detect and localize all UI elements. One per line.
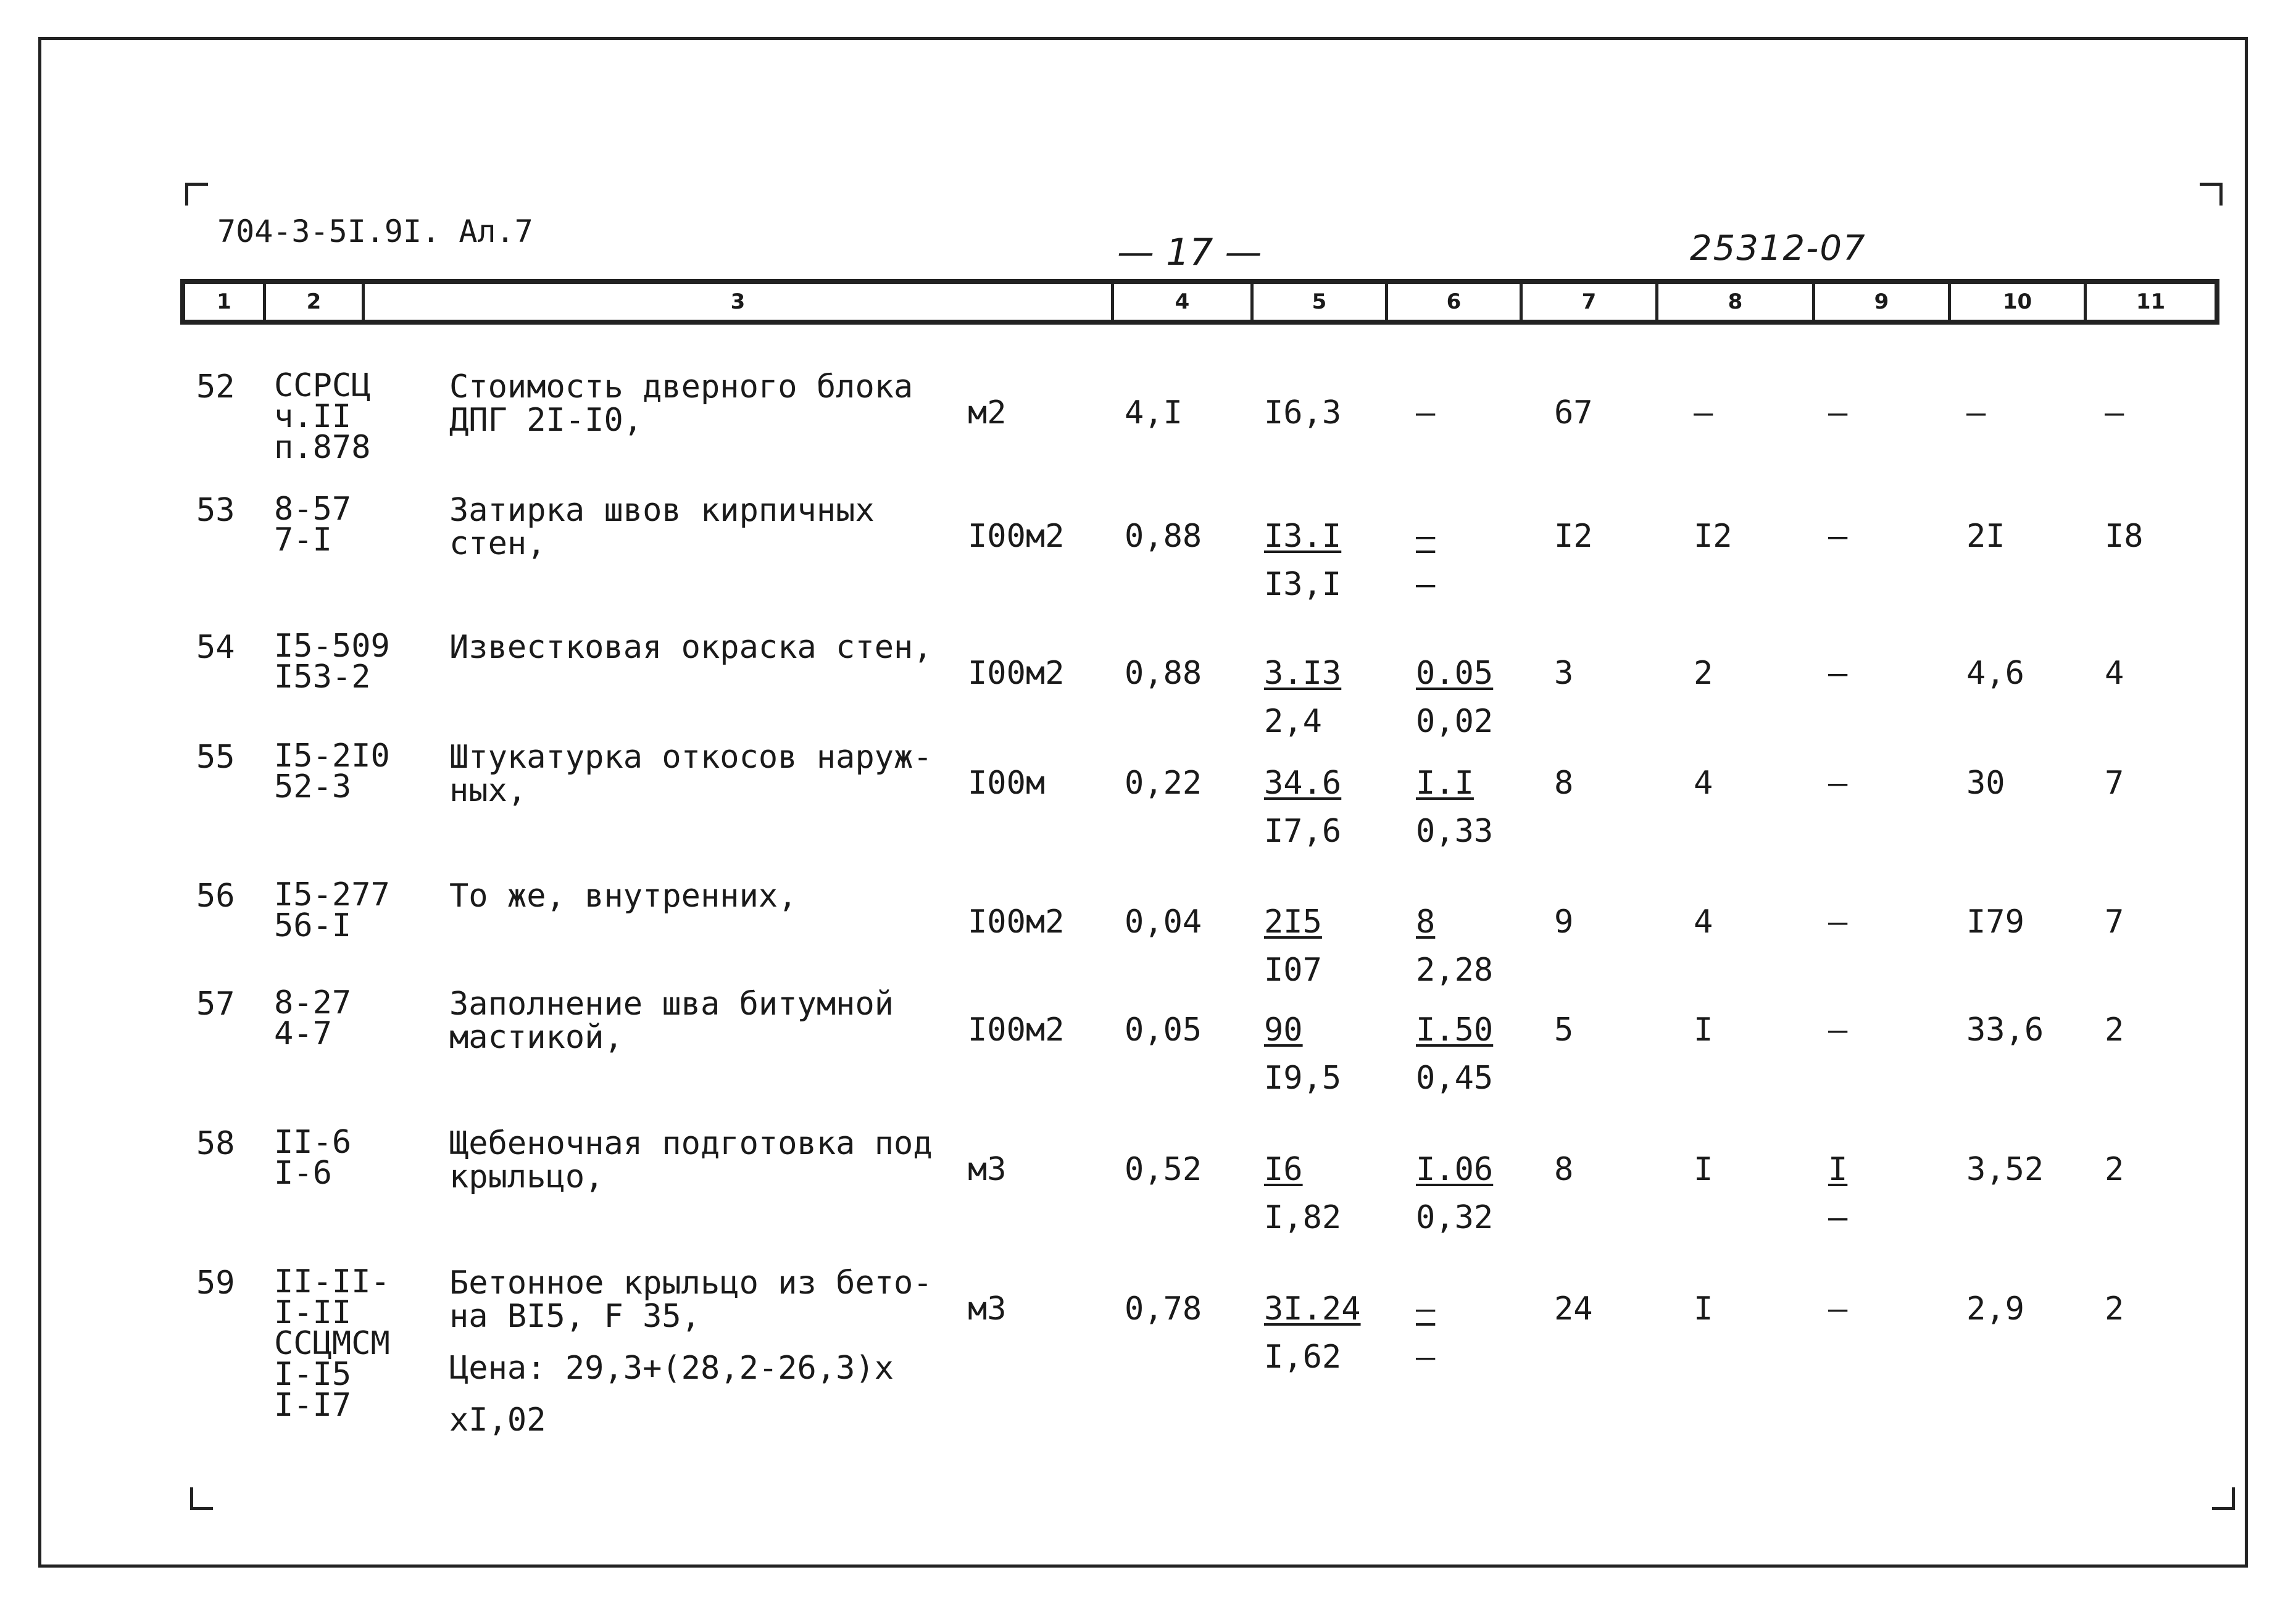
col11-value: 2: [2105, 1151, 2124, 1188]
row-number: 52: [196, 368, 235, 405]
col6-subvalue: 0,33: [1416, 813, 1494, 850]
norm-code: I-I5: [274, 1356, 352, 1393]
column-header: 4: [1111, 284, 1250, 320]
work-description: ДПГ 2I-I0,: [449, 402, 643, 439]
col6-value: –: [1416, 518, 1436, 555]
norm-code: 4-7: [274, 1015, 332, 1052]
col5-subvalue: 2,4: [1264, 703, 1322, 740]
norm-code: ССЦМСМ: [274, 1325, 390, 1362]
norm-code: 56-I: [274, 907, 352, 944]
col5-value: 3I.24: [1264, 1290, 1361, 1328]
col6-subvalue: 0,32: [1416, 1199, 1494, 1236]
work-description: Известковая окраска стен,: [449, 629, 933, 666]
row-number: 58: [196, 1125, 235, 1162]
norm-code: I5-277: [274, 876, 390, 913]
work-description: мастикой,: [449, 1019, 623, 1056]
norm-code: II-II-: [274, 1263, 390, 1300]
column-header: 8: [1655, 284, 1812, 320]
quantity: 4,I: [1125, 394, 1183, 431]
norm-code: ССРСЦ: [274, 367, 371, 404]
col5-subvalue: I3,I: [1264, 566, 1342, 603]
work-description: Щебеночная подготовка под: [449, 1125, 933, 1162]
column-header: 1: [217, 289, 231, 314]
norm-code: I5-2I0: [274, 738, 390, 775]
col11-value: 4: [2105, 655, 2124, 692]
row-number: 56: [196, 878, 235, 915]
col8-value: 2: [1694, 655, 1713, 692]
column-header: 7: [1520, 284, 1655, 320]
norm-code: ч.II: [274, 398, 352, 435]
col9-subvalue: –: [1828, 1199, 1848, 1236]
col8-value: I2: [1694, 518, 1732, 555]
col10-value: 2I: [1966, 518, 2005, 555]
unit: I00м2: [968, 655, 1065, 692]
col9-value: I: [1828, 1151, 1848, 1188]
col5-subvalue: I,62: [1264, 1339, 1342, 1376]
col6-value: –: [1416, 1290, 1436, 1328]
col7-value: 67: [1554, 394, 1593, 431]
col9-value: –: [1828, 655, 1848, 692]
col6-subvalue: 2,28: [1416, 952, 1494, 989]
work-description: на BI5, F 35,: [449, 1298, 701, 1335]
work-description: Цена: 29,3+(28,2-26,3)х: [449, 1350, 894, 1387]
col10-value: 2,9: [1966, 1290, 2024, 1328]
col8-value: 4: [1694, 904, 1713, 941]
column-header: 11: [2084, 284, 2215, 320]
work-description: Заполнение шва битумной: [449, 986, 894, 1023]
work-description: Бетонное крыльцо из бето-: [449, 1265, 933, 1302]
column-header: 6: [1385, 284, 1520, 320]
col6-subvalue: 0,02: [1416, 703, 1494, 740]
col9-value: –: [1828, 765, 1848, 802]
col6-subvalue: –: [1416, 566, 1436, 603]
col9-value: –: [1828, 518, 1848, 555]
col6-subvalue: 0,45: [1416, 1060, 1494, 1097]
col5-value: I6: [1264, 1151, 1303, 1188]
col10-value: 30: [1966, 765, 2005, 802]
norm-code: 8-27: [274, 984, 352, 1021]
col5-value: 3.I3: [1264, 655, 1342, 692]
col5-subvalue: I9,5: [1264, 1060, 1342, 1097]
document-code: 704-3-5I.9I. Ал.7: [217, 214, 533, 249]
col11-value: 2: [2105, 1290, 2124, 1328]
unit: I00м2: [968, 904, 1065, 941]
corner-mark-top-left: [185, 183, 208, 206]
col5-value: 34.6: [1264, 765, 1342, 802]
col6-value: 0.05: [1416, 655, 1494, 692]
col7-value: 5: [1554, 1012, 1574, 1049]
col8-value: I: [1694, 1012, 1713, 1049]
col7-value: 8: [1554, 1151, 1574, 1188]
work-description: Штукатурка откосов наруж-: [449, 739, 933, 776]
column-header: 2: [263, 284, 362, 320]
col8-value: 4: [1694, 765, 1713, 802]
unit: I00м: [968, 765, 1046, 802]
col9-value: –: [1828, 1290, 1848, 1328]
norm-code: II-6: [274, 1124, 352, 1161]
col10-value: I79: [1966, 904, 2024, 941]
col11-value: 7: [2105, 904, 2124, 941]
col7-value: 9: [1554, 904, 1574, 941]
quantity: 0,52: [1125, 1151, 1202, 1188]
col8-value: I: [1694, 1290, 1713, 1328]
column-header: 9: [1812, 284, 1948, 320]
col5-value: I3.I: [1264, 518, 1342, 555]
work-description: Затирка швов кирпичных: [449, 492, 875, 529]
row-number: 53: [196, 492, 235, 529]
corner-mark-top-right: [2200, 183, 2223, 206]
quantity: 0,22: [1125, 765, 1202, 802]
norm-code: I-I7: [274, 1387, 352, 1424]
col5-subvalue: I7,6: [1264, 813, 1342, 850]
work-description: ных,: [449, 772, 527, 809]
unit: I00м2: [968, 1012, 1065, 1049]
work-description: хI,02: [449, 1402, 546, 1439]
col9-value: –: [1828, 904, 1848, 941]
column-header: 10: [1948, 284, 2084, 320]
quantity: 0,05: [1125, 1012, 1202, 1049]
col10-value: 3,52: [1966, 1151, 2044, 1188]
norm-code: п.878: [274, 429, 371, 466]
col6-value: I.50: [1416, 1012, 1494, 1049]
unit: м3: [968, 1290, 1007, 1328]
norm-code: 8-57: [274, 491, 352, 528]
col7-value: I2: [1554, 518, 1593, 555]
quantity: 0,88: [1125, 518, 1202, 555]
col5-subvalue: I,82: [1264, 1199, 1342, 1236]
col11-value: I8: [2105, 518, 2144, 555]
norm-code: 52-3: [274, 768, 352, 805]
work-description: крыльцо,: [449, 1158, 604, 1195]
quantity: 0,88: [1125, 655, 1202, 692]
document-number: 25312-07: [1690, 228, 1866, 268]
col6-value: I.06: [1416, 1151, 1494, 1188]
corner-mark-bottom-right: [2212, 1487, 2235, 1510]
col6-value: 8: [1416, 904, 1436, 941]
col6-value: –: [1416, 394, 1436, 431]
column-header: 3: [362, 284, 1111, 320]
work-description: То же, внутренних,: [449, 878, 797, 915]
norm-code: I-6: [274, 1155, 332, 1192]
row-number: 54: [196, 629, 235, 666]
col9-value: –: [1828, 394, 1848, 431]
col5-value: I6,3: [1264, 394, 1342, 431]
column-header: 5: [1250, 284, 1385, 320]
col11-value: –: [2105, 394, 2124, 431]
col5-value: 90: [1264, 1012, 1303, 1049]
col6-subvalue: –: [1416, 1339, 1436, 1376]
row-number: 59: [196, 1265, 235, 1302]
quantity: 0,78: [1125, 1290, 1202, 1328]
unit: м3: [968, 1151, 1007, 1188]
col10-value: 33,6: [1966, 1012, 2044, 1049]
col7-value: 24: [1554, 1290, 1593, 1328]
column-header-row: [180, 279, 2219, 325]
work-description: Стоимость дверного блока: [449, 368, 913, 405]
unit: I00м2: [968, 518, 1065, 555]
col5-value: 2I5: [1264, 904, 1322, 941]
corner-mark-bottom-left: [190, 1487, 213, 1510]
unit: м2: [968, 394, 1007, 431]
col8-value: –: [1694, 394, 1713, 431]
col10-value: 4,6: [1966, 655, 2024, 692]
norm-code: I5-509: [274, 628, 390, 665]
norm-code: I-II: [274, 1294, 352, 1331]
row-number: 55: [196, 739, 235, 776]
col8-value: I: [1694, 1151, 1713, 1188]
norm-code: I53-2: [274, 659, 371, 696]
row-number: 57: [196, 986, 235, 1023]
col5-subvalue: I07: [1264, 952, 1322, 989]
col9-value: –: [1828, 1012, 1848, 1049]
work-description: стен,: [449, 525, 546, 562]
col7-value: 3: [1554, 655, 1574, 692]
col11-value: 7: [2105, 765, 2124, 802]
col6-value: I.I: [1416, 765, 1474, 802]
norm-code: 7-I: [274, 522, 332, 559]
col7-value: 8: [1554, 765, 1574, 802]
col10-value: –: [1966, 394, 1986, 431]
col11-value: 2: [2105, 1012, 2124, 1049]
quantity: 0,04: [1125, 904, 1202, 941]
page-number: — 17 —: [1117, 231, 1262, 274]
